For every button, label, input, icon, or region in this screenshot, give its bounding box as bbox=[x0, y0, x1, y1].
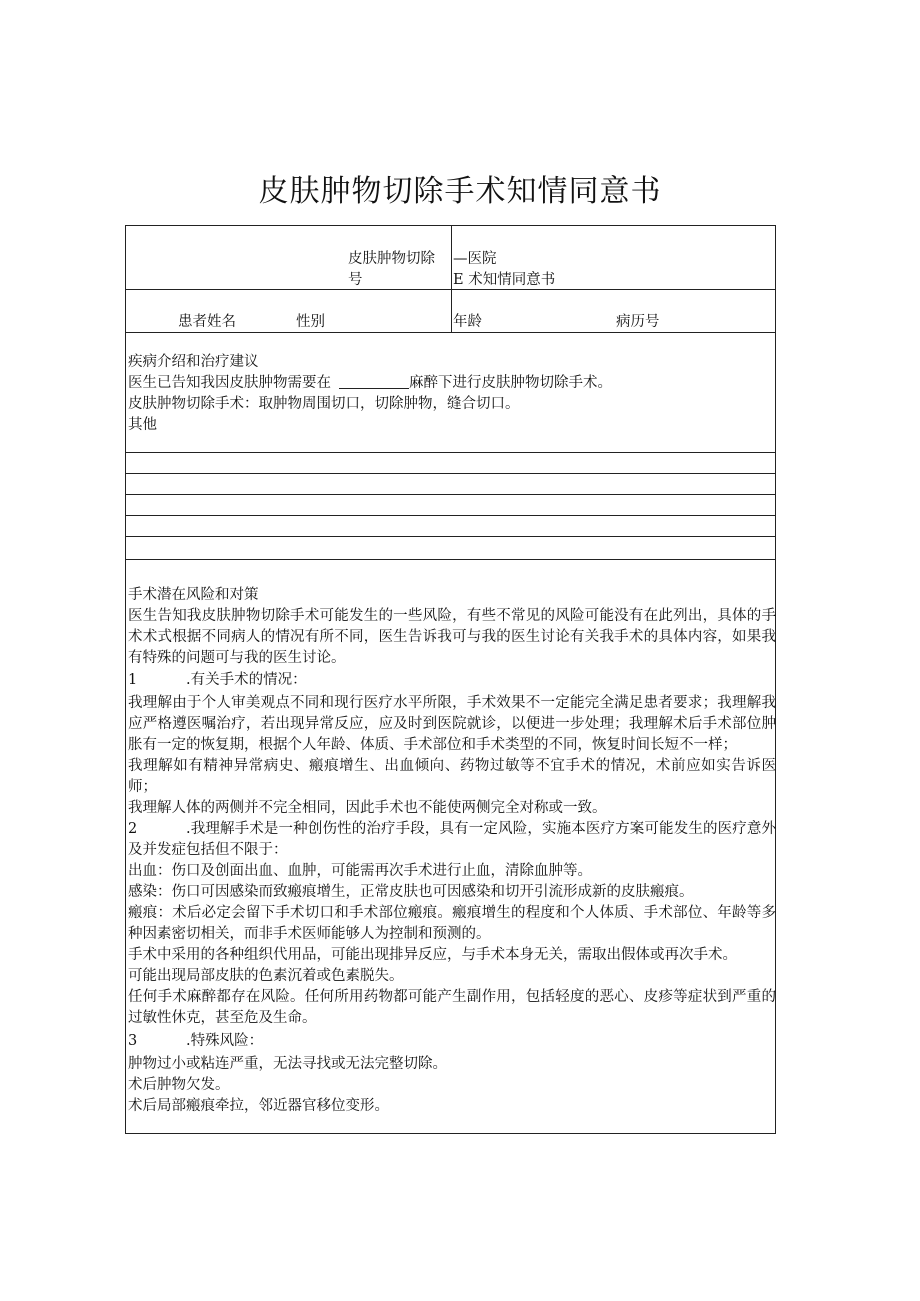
patient-age-label: 年龄 bbox=[453, 314, 482, 330]
section-title-text: .有关手术的情况： bbox=[186, 672, 307, 688]
other-blank-line bbox=[126, 473, 775, 474]
header-right-line2: E 术知情同意书 bbox=[453, 272, 556, 288]
section-2-para-6: 任何手术麻醉都存在风险。任何所用药物都可能产生副作用，包括轻度的恶心、皮疹等症状到严重的过敏性休克，甚至危及生命。 bbox=[128, 989, 776, 1026]
section-1-para-1: 我理解由于个人审美观点不同和现行医疗水平所限，手术效果不一定能完全满足患者要求；我理解我应严格遵医嘱治疗，若出现异常反应，应及时到医院就诊，以便进一步处理；我理解术后手术部位肿胀有一定的恢复期，根据个人年龄、体质、手术部位和手术类型的不同，恢复时间长短不一样； bbox=[128, 695, 776, 753]
document-title: 皮肤肿物切除手术知情同意书 bbox=[258, 174, 662, 209]
section-3-para-1: 肿物过小或粘连严重，无法寻找或无法完整切除。 bbox=[128, 1056, 447, 1072]
section-1-para-3: 我理解人体的两侧并不完全相同，因此手术也不能使两侧完全对称或一致。 bbox=[128, 800, 607, 816]
section-1-para-2: 我理解如有精神异常病史、瘢痕增生、出血倾向、药物过敏等不宜手术的情况，术前应如实告诉医师； bbox=[128, 758, 776, 795]
section-2-para-3: 瘢痕：术后必定会留下手术切口和手术部位瘢痕。瘢痕增生的程度和个人体质、手术部位、年龄等多种因素密切相关，而非手术医师能够人为控制和预测的。 bbox=[128, 905, 776, 942]
intro-heading: 疾病介绍和治疗建议 bbox=[128, 354, 259, 370]
risk-section bbox=[128, 585, 776, 1117]
patient-name-label: 患者姓名 bbox=[178, 314, 236, 330]
patient-sex-label: 性别 bbox=[296, 314, 325, 330]
header-left-line2: 号 bbox=[348, 272, 363, 288]
intro-line1-start: 医生已告知我因皮肤肿物需要在 bbox=[128, 375, 331, 391]
section-3-title bbox=[128, 1031, 776, 1052]
section-3-para-3: 术后局部瘢痕牵拉，邻近器官移位变形。 bbox=[128, 1098, 389, 1114]
consent-form-table bbox=[125, 225, 776, 1134]
section-number: 3 bbox=[128, 1033, 138, 1049]
patient-record-label: 病历号 bbox=[616, 314, 660, 330]
risk-intro: 医生告知我皮肤肿物切除手术可能发生的一些风险，有些不常见的风险可能没有在此列出，具体的手术术式根据不同病人的情况有所不同，医生告诉我可与我的医生讨论有关我手术的具体内容，如果我有特殊的问题可与我的医生讨论。 bbox=[128, 608, 776, 666]
section-title-text: .特殊风险： bbox=[186, 1033, 264, 1049]
other-blank-line bbox=[126, 494, 775, 495]
risk-heading: 手术潜在风险和对策 bbox=[128, 587, 259, 603]
section-number: 2 bbox=[128, 821, 138, 837]
section-3-para-2: 术后肿物欠发。 bbox=[128, 1077, 230, 1093]
patient-row-divider bbox=[451, 289, 452, 332]
anesthesia-blank[interactable] bbox=[339, 374, 409, 389]
section-2-title bbox=[128, 819, 776, 861]
divider-line bbox=[126, 332, 775, 333]
header-right-line1: —医院 bbox=[453, 251, 497, 267]
header-left-line1: 皮肤肿物切除 bbox=[348, 251, 435, 267]
section-title-text: .我理解手术是一种创伤性的治疗手段，具有一定风险，实施本医疗方案可能发生的医疗意外及并发症包括但不限于： bbox=[128, 821, 776, 858]
header-divider bbox=[451, 226, 452, 290]
intro-line1-end: 麻醉下进行皮肤肿物切除手术。 bbox=[409, 375, 612, 391]
other-blank-line bbox=[126, 536, 775, 537]
intro-other-label: 其他 bbox=[128, 417, 157, 433]
section-1-title bbox=[128, 670, 776, 691]
section-2-para-5: 可能出现局部皮肤的色素沉着或色素脱失。 bbox=[128, 968, 404, 984]
section-2-para-2: 感染：伤口可因感染而致瘢痕增生，正常皮肤也可因感染和切开引流形成新的皮肤瘢痕。 bbox=[128, 884, 694, 900]
other-blank-line bbox=[126, 559, 775, 560]
intro-line2: 皮肤肿物切除手术：取肿物周围切口，切除肿物，缝合切口。 bbox=[128, 396, 520, 412]
other-blank-line bbox=[126, 515, 775, 516]
intro-line1 bbox=[128, 373, 612, 394]
section-2-para-1: 出血：伤口及创面出血、血肿，可能需再次手术进行止血，清除血肿等。 bbox=[128, 863, 592, 879]
section-number: 1 bbox=[128, 672, 138, 688]
section-2-para-4: 手术中采用的各种组织代用品，可能出现排异反应，与手术本身无关，需取出假体或再次手术。 bbox=[128, 947, 737, 963]
other-blank-line bbox=[126, 452, 775, 453]
